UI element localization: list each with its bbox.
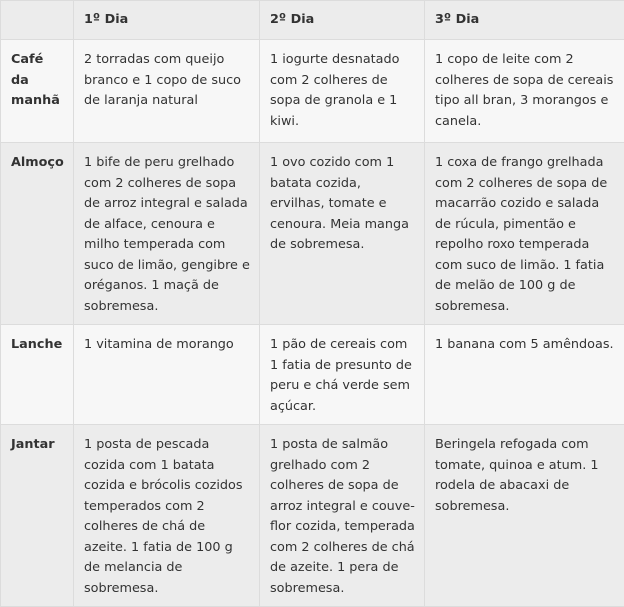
cell-lunch-day-1: 1 bife de peru grelhado com 2 colheres de sopa de arroz integral e salada de alface, cenoura e milho temperada com suco de limão, gengibre e oréganos. 1 maçã de sobremesa. — [74, 143, 260, 325]
cell-snack-day-2: 1 pão de cereais com 1 fatia de presunto de peru e chá verde sem açúcar. — [260, 325, 425, 425]
cell-dinner-day-2: 1 posta de salmão grelhado com 2 colheres de sopa de arroz integral e couve-flor cozida, temperada com 2 colheres de chá de azeite. 1 pera de sobremesa. — [260, 425, 425, 607]
cell-dinner-day-1: 1 posta de pescada cozida com 1 batata cozida e brócolis cozidos temperados com 2 colheres de chá de azeite. 1 fatia de 100 g de melancia de sobremesa. — [74, 425, 260, 607]
row-label-snack: Lanche — [1, 325, 74, 425]
table-row — [1, 325, 624, 425]
table-header-row — [1, 1, 624, 40]
cell-breakfast-day-2: 1 iogurte desnatado com 2 colheres de sopa de granola e 1 kiwi. — [260, 40, 425, 143]
cell-snack-day-1: 1 vitamina de morango — [74, 325, 260, 425]
cell-lunch-day-3: 1 coxa de frango grelhada com 2 colheres de sopa de macarrão cozido e salada de rúcula, pimentão e repolho roxo temperada com suco de limão. 1 fatia de melão de 100 g de sobremesa. — [425, 143, 624, 325]
table-row — [1, 143, 624, 325]
table-row — [1, 40, 624, 143]
row-label-dinner: Jantar — [1, 425, 74, 607]
header-corner — [1, 1, 74, 40]
header-day-2: 2º Dia — [260, 1, 425, 40]
header-day-3: 3º Dia — [425, 1, 624, 40]
cell-snack-day-3: 1 banana com 5 amêndoas. — [425, 325, 624, 425]
cell-breakfast-day-1: 2 torradas com queijo branco e 1 copo de suco de laranja natural — [74, 40, 260, 143]
cell-dinner-day-3: Beringela refogada com tomate, quinoa e atum. 1 rodela de abacaxi de sobremesa. — [425, 425, 624, 607]
cell-breakfast-day-3: 1 copo de leite com 2 colheres de sopa de cereais tipo all bran, 3 morangos e canela. — [425, 40, 624, 143]
row-label-lunch: Almoço — [1, 143, 74, 325]
cell-lunch-day-2: 1 ovo cozido com 1 batata cozida, ervilhas, tomate e cenoura. Meia manga de sobremesa. — [260, 143, 425, 325]
header-day-1: 1º Dia — [74, 1, 260, 40]
table-row — [1, 425, 624, 607]
row-label-breakfast: Café da manhã — [1, 40, 74, 143]
